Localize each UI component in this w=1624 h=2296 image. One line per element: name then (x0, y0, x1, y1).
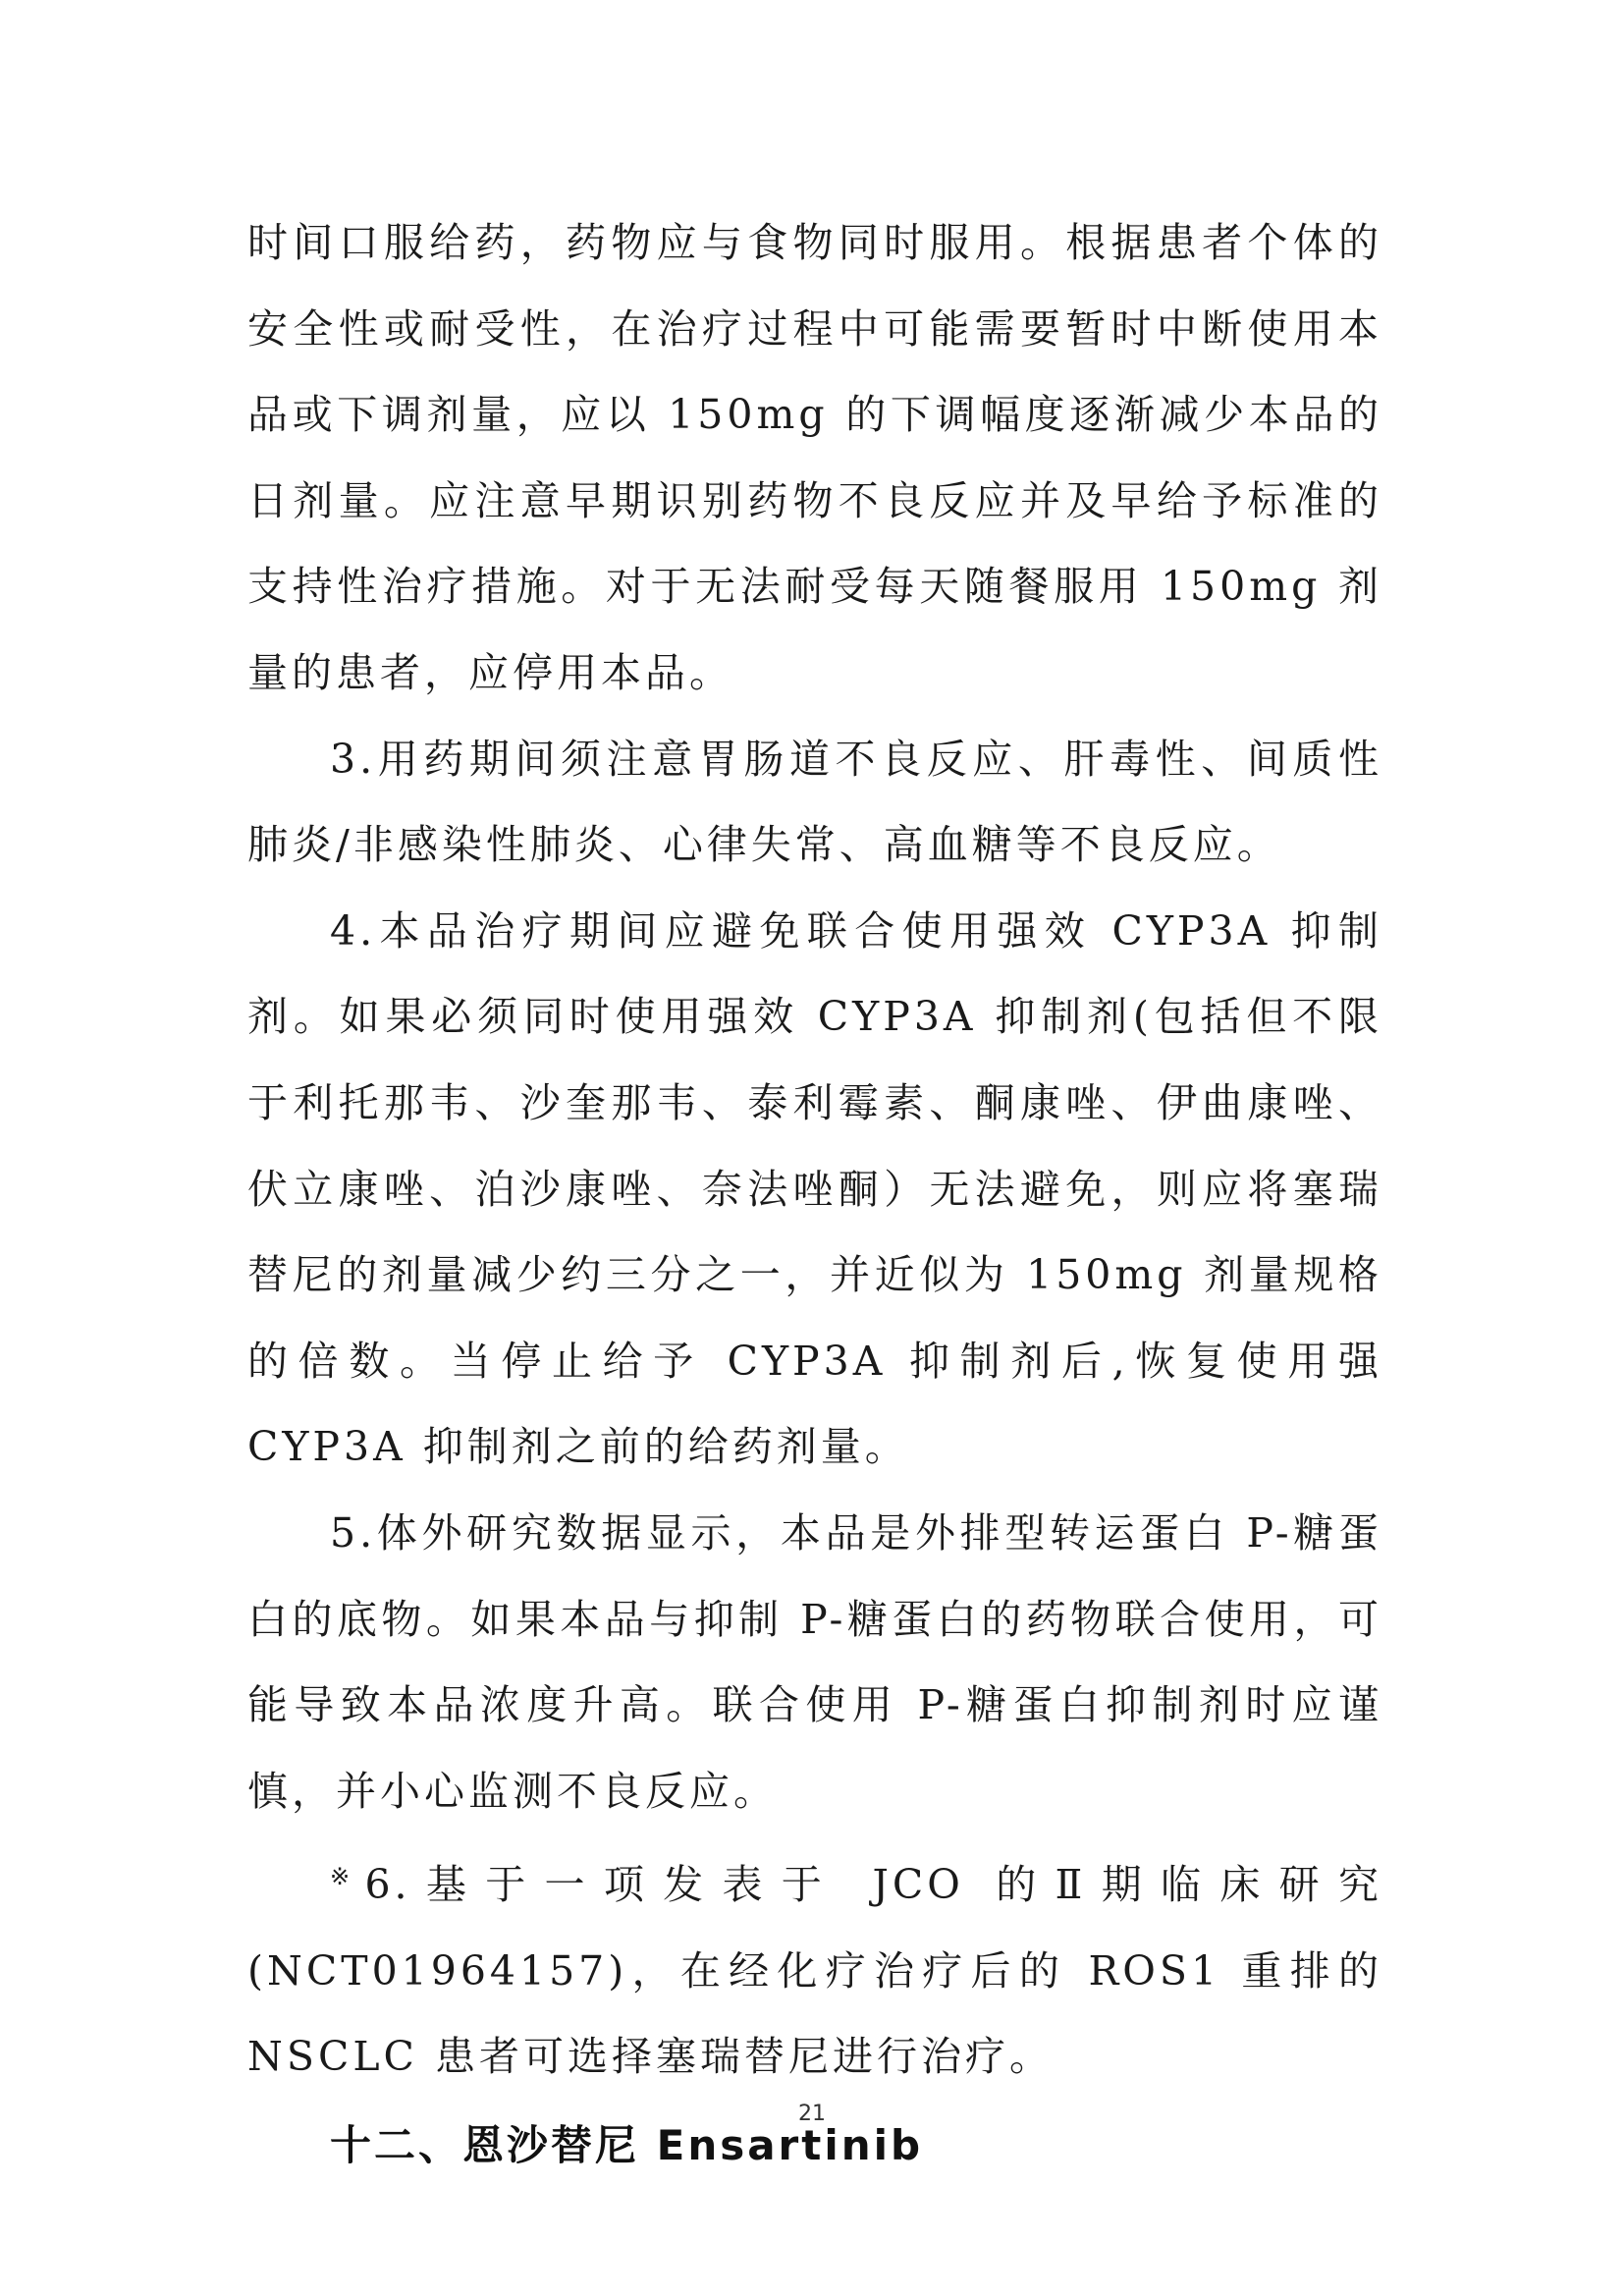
paragraph-item-4-cyp3a-inhibitors: 4.本品治疗期间应避免联合使用强效 CYP3A 抑制剂。如果必须同时使用强效 CYP3A 抑制剂(包括但不限于利托那韦、沙奎那韦、泰利霉素、酮康唑、伊曲康唑、伏立康唑、泊沙康唑、奈法唑酮）无法避免，则应将塞瑞替尼的剂量减少约三分之一，并近似为 150mg 剂量规格的倍数。当停止给予 CYP3A 抑制剂后,恢复使用强 CYP3A 抑制剂之前的给药剂量。 (247, 906, 1382, 1471)
paragraph-item-5-p-glycoprotein: 5.体外研究数据显示，本品是外排型转运蛋白 P-糖蛋白的底物。如果本品与抑制 P-糖蛋白的药物联合使用，可能导致本品浓度升高。联合使用 P-糖蛋白抑制剂时应谨慎，并小心监测不良反应。 (247, 1508, 1382, 1815)
page-number: 21 (798, 2102, 826, 2126)
document-body (247, 200, 1382, 2189)
reference-mark: ※ (330, 1863, 365, 1891)
section-heading-ensartinib: 十二、恩沙替尼 Ensartinib (330, 2121, 924, 2170)
paragraph-item-3-adverse-reactions: 3.用药期间须注意胃肠道不良反应、肝毒性、间质性肺炎/非感染性肺炎、心律失常、高血糖等不良反应。 (247, 735, 1382, 869)
paragraph-item-6-clinical-study (247, 1834, 1382, 2101)
paragraph-item-6-text: 6.基于一项发表于 JCO 的Ⅱ期临床研究(NCT01964157)，在经化疗治疗后的 ROS1 重排的 NSCLC 患者可选择塞瑞替尼进行治疗。 (247, 1861, 1382, 2081)
paragraph-dosing-adjustment: 时间口服给药，药物应与食物同时服用。根据患者个体的安全性或耐受性，在治疗过程中可能需要暂时中断使用本品或下调剂量，应以 150mg 的下调幅度逐渐减少本品的日剂量。应注意早期识别药物不良反应并及早给予标准的支持性治疗措施。对于无法耐受每天随餐服用 150mg 剂量的患者，应停用本品。 (247, 219, 1382, 696)
